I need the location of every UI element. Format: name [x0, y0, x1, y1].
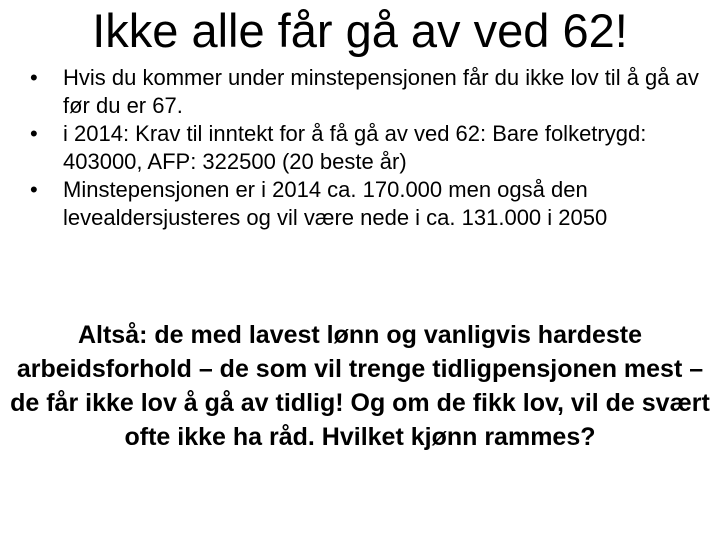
- conclusion-text: Altså: de med lavest lønn og vanligvis hardeste arbeidsforhold – de som vil trenge tidligpensjonen mest – de får ikke lov å gå av tidlig! Og om de fikk lov, vil de svært ofte ikke ha råd. Hvilket kjønn rammes?: [10, 321, 710, 451]
- slide-title: Ikke alle får gå av ved 62!: [92, 4, 628, 57]
- bullet-text: i 2014: Krav til inntekt for å få gå av ved 62: Bare folketrygd: 403000, AFP: 322500 (20 beste år): [63, 121, 647, 174]
- bullet-marker: •: [30, 65, 38, 90]
- bullet-item-1: [30, 64, 710, 120]
- bullet-text: Minstepensjonen er i 2014 ca. 170.000 men også den levealdersjusteres og vil være nede i ca. 131.000 i 2050: [63, 177, 608, 230]
- bullet-text: Hvis du kommer under minstepensjonen får du ikke lov til å gå av før du er 67.: [63, 65, 699, 118]
- bullet-item-3: [30, 176, 710, 232]
- bullet-marker: •: [30, 177, 38, 202]
- bullet-item-2: [30, 120, 710, 176]
- bullet-marker: •: [30, 121, 38, 146]
- bullet-list: [30, 64, 710, 232]
